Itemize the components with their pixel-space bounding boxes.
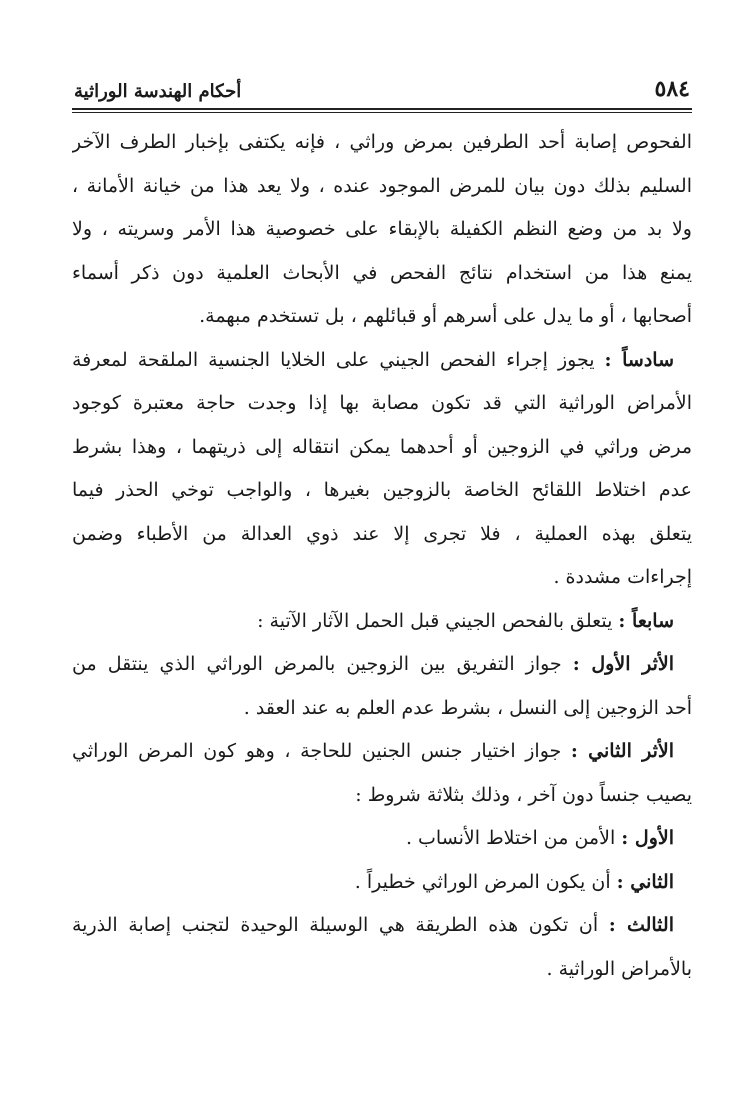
text-line: الأثر الثاني : جواز اختيار جنس الجنين للحاجة ، وهو كون المرض الوراثي <box>72 740 674 762</box>
text-line: الثالث : أن تكون هذه الطريقة هي الوسيلة الوحيدة لتجنب إصابة الذرية <box>72 914 674 936</box>
text-line: الثاني : أن يكون المرض الوراثي خطيراً . <box>354 870 674 893</box>
document-page <box>72 70 692 991</box>
text-line: الأمراض الوراثية التي قد تكون مصابة بها إذا وجدت حاجة معتبرة كوجود <box>72 392 692 414</box>
lead-term: الأثر الأول : <box>572 653 674 675</box>
header-rule <box>72 108 692 113</box>
lead-term: الثالث : <box>608 914 674 936</box>
page-number: ٥٨٤ <box>654 76 690 102</box>
text-line: الفحوص إصابة أحد الطرفين بمرض وراثي ، فإنه يكتفى بإخبار الطرف الآخر <box>72 131 692 153</box>
running-title: أحكام الهندسة الوراثية <box>74 81 242 102</box>
text-line: السليم بذلك دون بيان للمرض الموجود عنده ، ولا يعد هذا من خيانة الأمانة ، <box>72 174 692 197</box>
text-line: يتعلق بهذه العملية ، فلا تجرى إلا عند ذوي العدالة من الأطباء وضمن <box>72 522 692 545</box>
text-line: يصيب جنساً دون آخر ، وذلك بثلاثة شروط : <box>355 783 692 806</box>
text-line: سادساً : يجوز إجراء الفحص الجيني على الخلايا الجنسية الملقحة لمعرفة <box>72 348 674 371</box>
lead-term: الأول : <box>621 827 674 849</box>
text-line: أحد الزوجين إلى النسل ، بشرط عدم العلم به عند العقد . <box>243 696 692 719</box>
lead-term: الأثر الثاني : <box>570 740 674 762</box>
lead-term: سادساً : <box>604 348 674 371</box>
text-line: سابعاً : يتعلق بالفحص الجيني قبل الحمل الآثار الآتية : <box>257 609 674 632</box>
text-line: مرض وراثي في الزوجين أو أحدهما يمكن انتقاله إلى ذريتهما ، وهذا بشرط <box>72 435 692 458</box>
text-line: الأثر الأول : جواز التفريق بين الزوجين بالمرض الوراثي الذي ينتقل من <box>72 653 674 675</box>
text-line: الأول : الأمن من اختلاط الأنساب . <box>405 827 674 849</box>
text-line: أصحابها ، أو ما يدل على أسرهم أو قبائلهم ، بل تستخدم مبهمة. <box>199 305 692 327</box>
text-line: عدم اختلاط اللقائح الخاصة بالزوجين بغيرها ، والواجب توخي الحذر فيما <box>72 479 692 501</box>
text-line: يمنع هذا من استخدام نتائج الفحص في الأبحاث العلمية دون ذكر أسماء <box>72 261 692 284</box>
text-line: بالأمراض الوراثية . <box>546 957 692 980</box>
lead-term: الثاني : <box>616 870 674 893</box>
text-line: إجراءات مشددة . <box>553 566 692 588</box>
text-line: ولا بد من وضع النظم الكفيلة بالإبقاء على خصوصية هذا الأمر وسريته ، ولا <box>72 218 692 240</box>
page-header <box>72 70 692 108</box>
page-body <box>72 121 692 991</box>
lead-term: سابعاً : <box>618 609 674 632</box>
